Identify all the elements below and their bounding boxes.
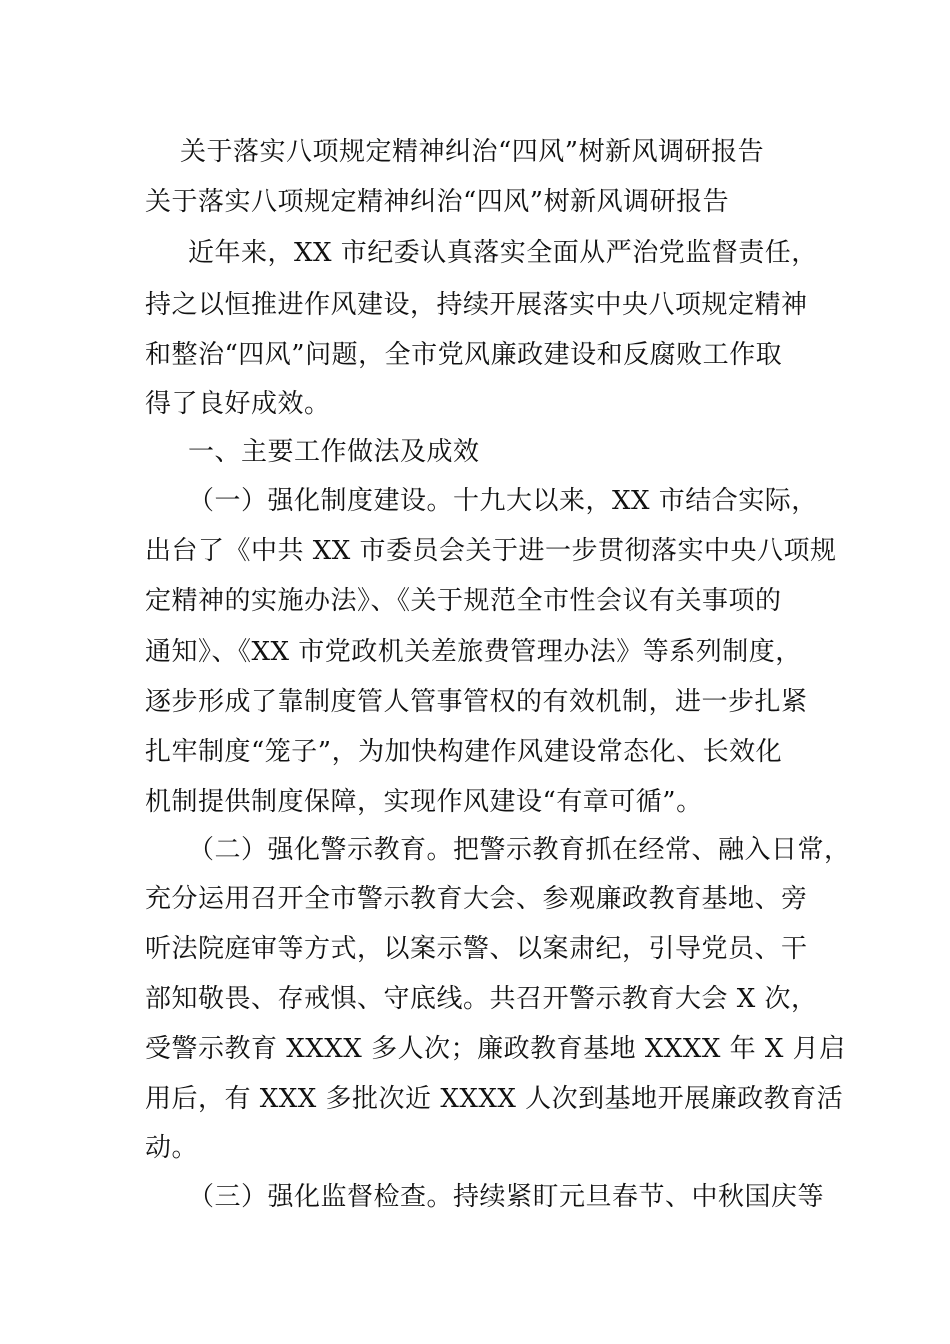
paragraph-line: 充分运用召开全市警示教育大会、参观廉政教育基地、旁 — [145, 884, 808, 914]
paragraph-line: （一）强化制度建设。十九大以来，XX 市结合实际， — [188, 486, 818, 516]
paragraph-line: （三）强化监督检查。持续紧盯元旦春节、中秋国庆等 — [188, 1182, 825, 1212]
paragraph-line: 扎牢制度“笼子”，为加快构建作风建设常态化、长效化 — [145, 737, 783, 767]
paragraph-line: 逐步形成了靠制度管人管事管权的有效机制，进一步扎紧 — [145, 687, 808, 717]
paragraph-line: 听法院庭审等方式，以案示警、以案肃纪，引导党员、干 — [145, 934, 808, 964]
paragraph-line: 机制提供制度保障，实现作风建设“有章可循”。 — [145, 787, 703, 817]
section-heading: 一、主要工作做法及成效 — [188, 437, 480, 467]
paragraph-line: 通知》、《XX 市党政机关差旅费管理办法》等系列制度， — [145, 637, 802, 667]
paragraph-line: 和整治“四风”问题，全市党风廉政建设和反腐败工作取 — [145, 340, 783, 370]
paragraph-line: 用后，有 XXX 多批次近 XXXX 人次到基地开展廉政教育活 — [145, 1084, 844, 1114]
paragraph-line: 出台了《中共 XX 市委员会关于进一步贯彻落实中央八项规 — [145, 536, 837, 566]
document-subtitle: 关于落实八项规定精神纠治“四风”树新风调研报告 — [145, 187, 730, 217]
paragraph-line: 持之以恒推进作风建设，持续开展落实中央八项规定精神 — [145, 290, 808, 320]
paragraph-line: 动。 — [145, 1133, 199, 1163]
paragraph-line: 定精神的实施办法》、《关于规范全市性会议有关事项的 — [145, 586, 782, 616]
paragraph-line: 部知敬畏、存戒惧、守底线。共召开警示教育大会 X 次， — [145, 984, 818, 1014]
document-title: 关于落实八项规定精神纠治“四风”树新风调研报告 — [180, 137, 765, 167]
paragraph-line: （二）强化警示教育。把警示教育抓在经常、融入日常， — [188, 835, 851, 865]
paragraph-line: 得了良好成效。 — [145, 389, 331, 419]
paragraph-line: 受警示教育 XXXX 多人次；廉政教育基地 XXXX 年 X 月启 — [145, 1034, 846, 1064]
paragraph-line: 近年来，XX 市纪委认真落实全面从严治党监督责任， — [188, 238, 818, 268]
